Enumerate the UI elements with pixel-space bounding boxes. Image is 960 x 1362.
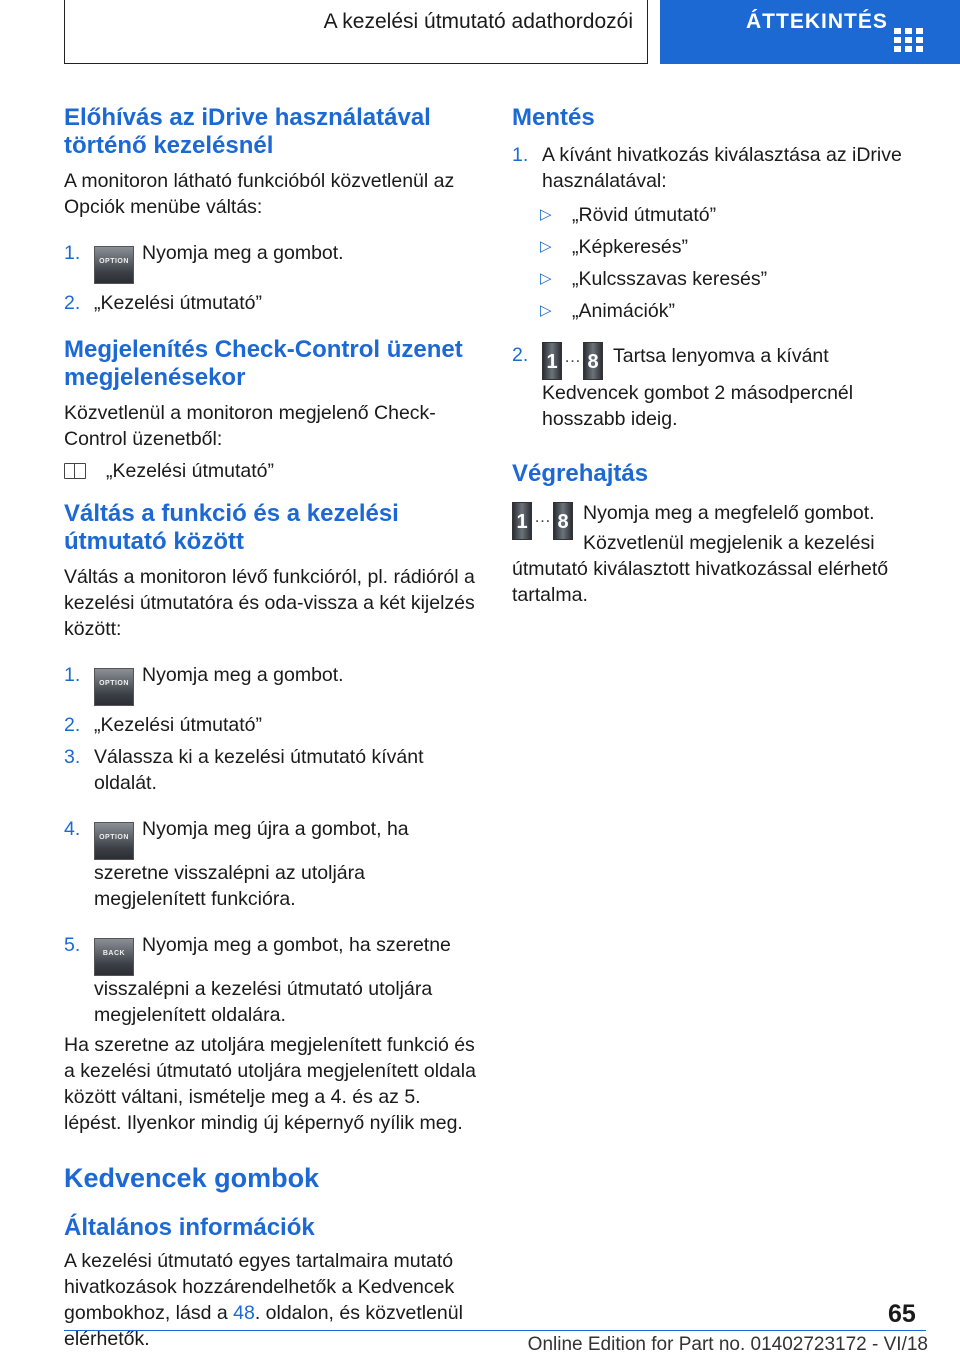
heading-save: Mentés [512, 104, 595, 131]
step-text: „Kezelési útmutató” [94, 714, 262, 736]
page-number: 65 [888, 1300, 916, 1328]
list-item [512, 234, 928, 260]
check-control-item [64, 458, 480, 484]
step-item [64, 712, 480, 738]
favorite-key-icon: 8 [553, 502, 573, 540]
step-item [64, 816, 480, 912]
step-number: 1. [64, 242, 81, 264]
option-button-icon: OPTION [94, 822, 134, 860]
favorite-keys [512, 502, 573, 540]
step-text: „Kezelési útmutató” [94, 292, 262, 314]
step-number: 3. [64, 746, 81, 768]
switch-outro: Ha szeretne az utoljára megjelenített funkció és a kezelési útmutató utoljára megjelenített oldala között váltani, ismételje meg a 4. és az 5. lépést. Ilyenkor mindig új képernyő nyílik meg. [64, 1034, 476, 1134]
book-icon [64, 463, 86, 479]
intro-idrive: A monitoron látható funkcióból közvetlenül az Opciók menübe váltás: [64, 170, 455, 218]
step-text: A kívánt hivatkozás kiválasztása az iDrive használatával: [542, 144, 902, 192]
dots: … [564, 347, 581, 366]
heading-check-control: Megjelenítés Check-Control üzenet megjelenésekor [64, 336, 463, 391]
step-text: Válassza ki a kezelési útmutató kívánt oldalát. [94, 746, 424, 794]
list-item [512, 298, 928, 324]
step-item [512, 142, 928, 194]
list-item [512, 266, 928, 292]
page-link[interactable]: 48 [233, 1302, 255, 1324]
back-button-icon: BACK [94, 938, 134, 976]
triangle-bullet-icon: ▷ [540, 206, 552, 223]
favorite-key-icon: 8 [583, 342, 603, 380]
general-info-text-b: . oldalon, és közvetlenül elérhetők. [64, 1302, 463, 1350]
heading-switch: Váltás a funkció és a kezelési útmutató között [64, 500, 399, 555]
step-item [64, 932, 480, 1028]
execute-text-2: Közvetlenül megjelenik a kezelési útmutató kiválasztott hivatkozással elérhető tartalma. [512, 532, 889, 606]
grid-icon [894, 28, 924, 52]
section-title: A kezelési útmutató adathordozói [64, 0, 648, 64]
general-info-text-a: A kezelési útmutató egyes tartalmaira mutató hivatkozások hozzárendelhetők a Kedvencek gombokhoz, lásd a [64, 1250, 455, 1324]
option-button-icon: OPTION [94, 668, 134, 706]
option-text: „Animációk” [572, 300, 675, 322]
step-number: 4. [64, 818, 81, 840]
left-column [64, 104, 480, 1352]
step-number: 2. [64, 714, 81, 736]
execute-text-1: Nyomja meg a megfelelő gombot. [583, 502, 875, 524]
intro-switch: Váltás a monitoron lévő funkcióról, pl. rádióról a kezelési útmutatóra és oda-vissza a két kijelzés között: [64, 566, 475, 640]
step-number: 1. [64, 664, 81, 686]
edition-text: Online Edition for Part no. 01402723172 - VI/18 [527, 1334, 928, 1355]
check-control-text: „Kezelési útmutató” [106, 460, 274, 482]
heading-execute: Végrehajtás [512, 460, 649, 487]
step-text: Nyomja meg újra a gombot, ha szeretne visszalépni az utoljára megjelenített funkcióra. [94, 818, 409, 910]
step-number: 2. [512, 344, 529, 366]
step-item [512, 342, 928, 432]
option-text: „Rövid útmutató” [572, 204, 717, 226]
step-text: Nyomja meg a gombot. [142, 664, 344, 686]
list-item [512, 202, 928, 228]
triangle-bullet-icon: ▷ [540, 302, 552, 319]
step-item [64, 290, 480, 316]
favorite-key-icon: 1 [542, 342, 562, 380]
dots: … [534, 507, 551, 526]
favorite-key-icon: 1 [512, 502, 532, 540]
step-text: Tartsa lenyomva a kívánt Kedvencek gombot 2 másodpercnél hosszabb ideig. [542, 345, 854, 430]
execute-block [512, 500, 928, 608]
intro-check-control: Közvetlenül a monitoron megjelenő Check-Control üzenetből: [64, 402, 436, 450]
step-text: Nyomja meg a gombot. [142, 242, 344, 264]
heading-idrive: Előhívás az iDrive használatával történő kezelésnél [64, 104, 431, 159]
step-item [64, 662, 480, 706]
right-column [512, 104, 928, 608]
chapter-tab[interactable] [660, 0, 960, 64]
footer-divider [64, 1330, 926, 1331]
step-number: 2. [64, 292, 81, 314]
triangle-bullet-icon: ▷ [540, 238, 552, 255]
heading-favorites: Kedvencek gombok [64, 1163, 320, 1193]
option-text: „Képkeresés” [572, 236, 688, 258]
step-number: 1. [512, 144, 529, 166]
triangle-bullet-icon: ▷ [540, 270, 552, 287]
step-text: Nyomja meg a gombot, ha szeretne visszalépni a kezelési útmutató utoljára megjelenített oldalára. [94, 934, 451, 1026]
step-item [64, 744, 480, 796]
step-item [64, 240, 480, 284]
heading-general-info: Általános információk [64, 1214, 315, 1241]
step-number: 5. [64, 934, 81, 956]
option-text: „Kulcsszavas keresés” [572, 268, 768, 290]
chapter-title: ÁTTEKINTÉS [746, 10, 888, 33]
option-button-icon: OPTION [94, 246, 134, 284]
